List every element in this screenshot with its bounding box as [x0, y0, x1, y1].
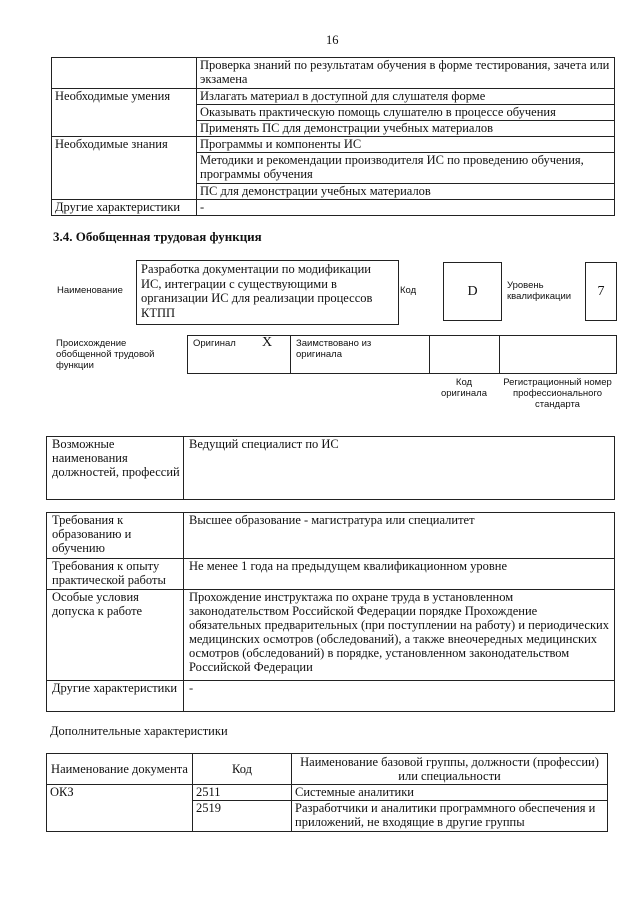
table-row [52, 121, 615, 137]
table-cell-label: Требования к опыту практической работы [47, 559, 184, 590]
name-label: Наименование [57, 285, 123, 296]
table-cell-value: Проверка знаний по результатам обучения в форме тестирования, зачета или экзамена [197, 58, 615, 89]
table-row [47, 437, 615, 500]
original-mark: X [262, 335, 273, 350]
original-label: Оригинал [193, 338, 236, 349]
table-cell: 2519 [193, 801, 292, 832]
divider [499, 335, 500, 373]
table-header: Наименование документа [47, 754, 193, 785]
origin-label: Происхождение обобщенной трудовой функции [56, 338, 155, 371]
table-cell-label: Необходимые умения [52, 89, 197, 105]
table-cell-label: Другие характеристики [47, 681, 184, 712]
table-cell-value: ПС для демонстрации учебных материалов [197, 184, 615, 200]
divider [429, 335, 430, 373]
table-cell-value: Излагать материал в доступной для слушателя форме [197, 89, 615, 105]
function-name-box: Разработка документации по модификации ИС, интеграции с существующими в организации ИС для реализации процессов КТПП [136, 260, 399, 325]
table-row [52, 89, 615, 105]
table-row [47, 681, 615, 712]
table-cell-value: Ведущий специалист по ИС [184, 437, 615, 500]
table-row [47, 754, 608, 785]
table-cell-value: Программы и компоненты ИС [197, 137, 615, 153]
skills-table [51, 57, 615, 216]
table-row [47, 801, 608, 832]
code-original-caption: Код оригинала [440, 377, 487, 399]
table-cell-label: Требования к образованию и обучению [47, 513, 184, 559]
additional-title: Дополнительные характеристики [50, 724, 228, 738]
table-cell: ОКЗ [47, 785, 193, 801]
table-cell-label: Другие характеристики [52, 200, 197, 216]
positions-table [46, 436, 615, 500]
table-row [52, 200, 615, 216]
table-cell-label [52, 184, 197, 200]
table-cell-value: Оказывать практическую помощь слушателю в процессе обучения [197, 105, 615, 121]
table-row [52, 137, 615, 153]
table-cell-value: Высшее образование - магистратура или специалитет [184, 513, 615, 559]
table-cell: Разработчики и аналитики программного обеспечения и приложений, не входящие в другие группы [292, 801, 608, 832]
table-row [47, 785, 608, 801]
table-cell-label: Особые условия допуска к работе [47, 590, 184, 681]
table-row [52, 58, 615, 89]
code-label: Код [400, 285, 417, 296]
function-code-box: D [443, 262, 502, 321]
table-cell: Системные аналитики [292, 785, 608, 801]
table-cell: 2511 [193, 785, 292, 801]
divider [290, 335, 291, 373]
requirements-table [46, 512, 615, 712]
table-row [52, 184, 615, 200]
table-cell-label [52, 105, 197, 121]
table-cell-label [52, 121, 197, 137]
table-row [47, 559, 615, 590]
level-value-box: 7 [585, 262, 617, 321]
table-header: Наименование базовой группы, должности (профессии) или специальности [292, 754, 608, 785]
table-cell-value: - [197, 200, 615, 216]
page-number: 16 [326, 33, 339, 47]
table-row [47, 513, 615, 559]
table-row [52, 153, 615, 184]
level-label: Уровень квалификации [507, 280, 572, 302]
borrowed-label: Заимствовано из оригинала [296, 338, 372, 360]
table-header: Код [193, 754, 292, 785]
table-cell-label: Необходимые знания [52, 137, 197, 153]
table-row [52, 105, 615, 121]
table-cell-value: Не менее 1 года на предыдущем квалификационном уровне [184, 559, 615, 590]
table-cell-label: Возможные наименования должностей, профессий [47, 437, 184, 500]
table-cell-value: Методики и рекомендации производителя ИС по проведению обучения, программы обучения [197, 153, 615, 184]
table-row [47, 590, 615, 681]
reg-number-caption: Регистрационный номер профессионального стандарта [503, 377, 612, 410]
table-cell-label [52, 153, 197, 184]
table-cell-label [52, 58, 197, 89]
additional-table [46, 753, 608, 832]
table-cell-value: Применять ПС для демонстрации учебных материалов [197, 121, 615, 137]
table-cell-value: Прохождение инструктажа по охране труда в установленном законодательством Российской Федерации порядке Прохождение обязательных предварительных (при поступлении на работу) и периодических медицинских осмотров (обследований), а также внеочередных медицинских осмотров (обследований) в порядке, установленном законодательством Российской Федерации [184, 590, 615, 681]
section-title: 3.4. Обобщенная трудовая функция [53, 229, 262, 244]
table-cell [47, 801, 193, 832]
table-cell-value: - [184, 681, 615, 712]
